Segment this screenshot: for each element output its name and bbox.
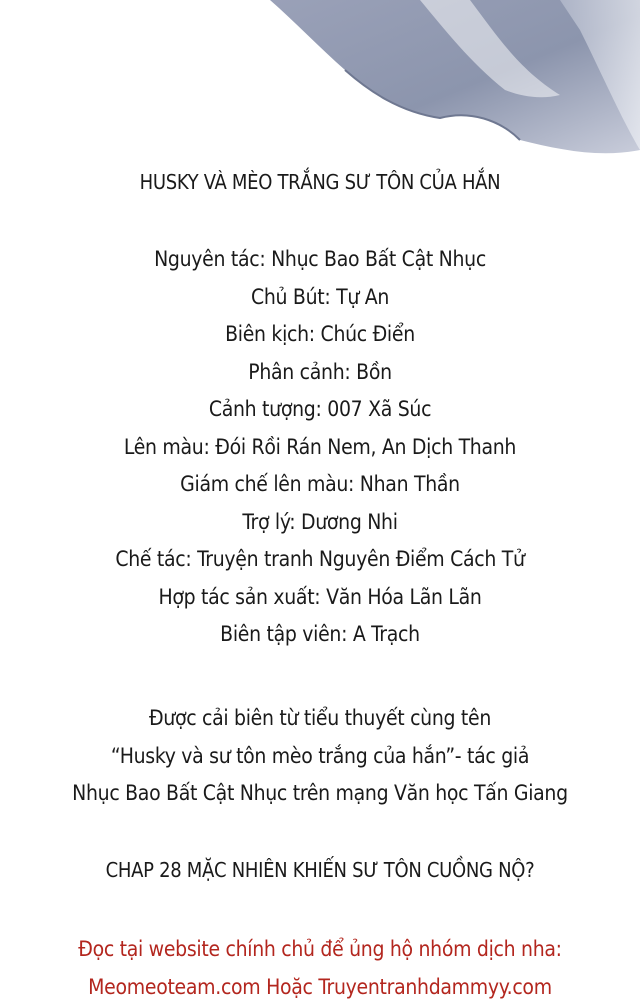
credit-original-author: Nguyên tác: Nhục Bao Bất Cật Nhục xyxy=(154,247,486,271)
chapter-heading: CHAP 28 MẶC NHIÊN KHIẾN SƯ TÔN CUỒNG NỘ? xyxy=(105,858,535,882)
chapter-heading-block xyxy=(0,852,640,888)
source-note-line: “Husky và sư tôn mèo trắng của hắn”- tác giả xyxy=(110,743,530,768)
credits-list xyxy=(0,241,640,654)
promo-line: Đọc tại website chính chủ để ủng hộ nhóm dịch nha: xyxy=(78,937,562,961)
credit-scenery: Cảnh tượng: 007 Xã Súc xyxy=(208,397,432,421)
manga-panel-artwork xyxy=(0,0,640,170)
credit-chief-writer: Chủ Bút: Tự An xyxy=(250,284,390,309)
credit-co-production: Hợp tác sản xuất: Văn Hóa Lãn Lãn xyxy=(158,584,482,609)
source-note-line: Được cải biên từ tiểu thuyết cùng tên xyxy=(148,706,492,730)
promo-websites: Meomeoteam.com Hoặc Truyentranhdammyy.com xyxy=(88,975,552,999)
credit-storyboard: Phân cảnh: Bồn xyxy=(248,359,392,384)
comic-title-block xyxy=(0,164,640,200)
credit-assistant: Trợ lý: Dương Nhi xyxy=(242,509,398,534)
comic-title: HUSKY VÀ MÈO TRẮNG SƯ TÔN CỦA HẮN xyxy=(139,170,501,194)
promo-note xyxy=(0,930,640,1006)
credit-coloring: Lên màu: Đói Rồi Rán Nem, An Dịch Thanh xyxy=(123,434,517,459)
source-note-line: Nhục Bao Bất Cật Nhục trên mạng Văn học Tấn Giang xyxy=(72,781,568,805)
credit-coloring-supervisor: Giám chế lên màu: Nhan Thần xyxy=(180,472,460,496)
credit-screenwriter: Biên kịch: Chúc Điển xyxy=(225,322,415,346)
source-note xyxy=(0,700,640,813)
credit-editor: Biên tập viên: A Trạch xyxy=(220,622,420,646)
credit-production: Chế tác: Truyện tranh Nguyên Điểm Cách Tử xyxy=(115,547,525,571)
